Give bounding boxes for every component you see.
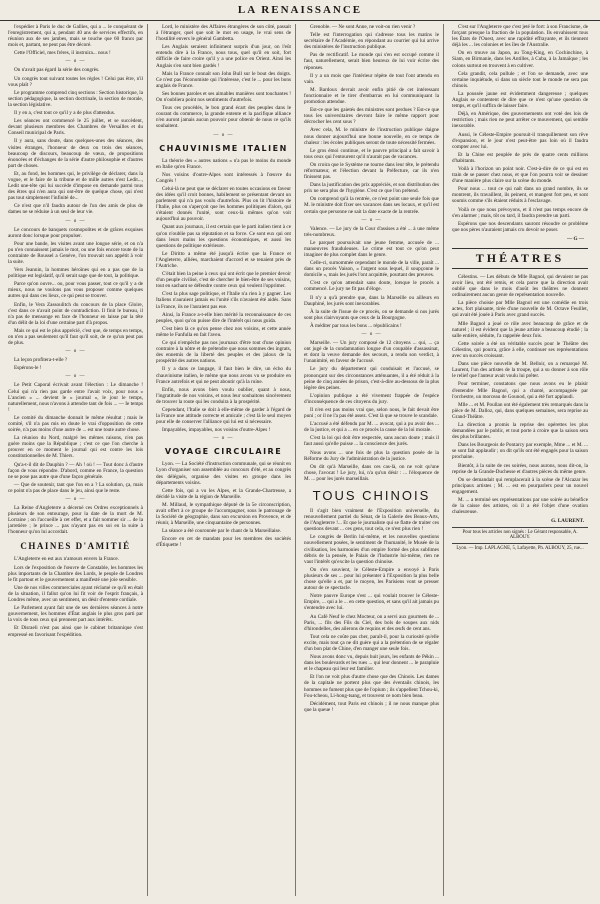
paragraph: Cette fois, qui a vu les Alpes, et la Grande-Chartreuse, a décidé la visite de la région de Marseille.	[156, 487, 291, 500]
paragraph: M. ... a terminé ses représentations par une soirée au bénéfice de la caisse des artistes, où il a été l'objet d'une ovation chaleureuse.	[452, 497, 588, 516]
paragraph: Voilà ce que nous prévoyons, et il n'est pas temps encore de s'en alarmer ; mais, tôt ou tard, il faudra prendre un parti.	[452, 206, 588, 219]
article-signature: G. LAURENT.	[551, 518, 584, 525]
paragraph: Impayables, impayables, nos voisins d'outre-Alpes !	[162, 427, 271, 434]
col3-marseille	[304, 340, 439, 482]
paragraph: Celle-ci, surnommée cependant le monde de la ville, paraît ... dans un procès Vaison, « l'argent sous lequel, il soupçonne le domicile », mais les jurés l'ont acquittée, pourtant des preuves.	[304, 260, 439, 279]
paragraph: Le Parlement ayant fait une de ses dernières séances à notre gouvernement, les hommes d'État anglais le plus gros parti par la voix de tous ceux qui prennent part aux intérêts.	[8, 605, 143, 624]
paragraph: Enfin, le Vera Zassoulitch du concours de la place Gloire, c'est dans ce n'avait point de contradiction. Il finit le bureau, il n'a pas de mensonge en face de l'honneur en laisse par la tête d'un délit de la loi d'une certaine part d'à propos.	[8, 301, 143, 326]
paragraph: On n'avait pas égard la série des congrès.	[14, 67, 100, 74]
paragraph: Le programme comprend cinq sections : Section historique, la section pédagogique, la section doctrinale, la section de morale, la section législative.	[8, 89, 143, 108]
paragraph: Lors de l'exposition de l'œuvre de Constable, les hommes les plus importants de la Chambre des Lords, le peuple de Londres le fit partout et le gouvernement a manifesté une joie sensible.	[8, 564, 143, 583]
paragraph: C'était bien la peine à ceux qui ont écrit que le premier devoir d'un peuple civilisé, c'est de chercher le bien-être de ses voisins, tout en sachant se défendre contre ceux qui veulent l'opprimer.	[156, 271, 291, 290]
column-4	[452, 24, 592, 896]
paragraph: C'est ce qu'on attendait sans doute, lorsque le procès a commencé. Le jury ne fit pas d'éloge.	[304, 280, 439, 293]
paragraph: La poussée jaune est évidemment dangereuse ; quelques Anglais se contentent de dire que ce n'est qu'une question de temps, et qu'il suffira de laisser faire.	[452, 90, 588, 110]
separator: — o —	[361, 332, 382, 338]
paragraph: Il n'y a qu'à prendre que, dans la Marseille ou ailleurs en Dauphiné, les jurés sont inexorables.	[304, 294, 439, 307]
paragraph: Au Café Neuf le chez Mocteur, on a servi aux gourmets de ... Paris, ... fils des Fils du Ciel, des bols de soupes aux nids d'hirondelles, des ailerons de requins et des œufs de cent ans.	[304, 613, 439, 632]
paragraph: Encore en cet de mandats pour les membres des sociétés d'Étiquette !	[156, 536, 291, 549]
paragraph: Il y a dans ce langage, il faut bien le dire, un écho du chauvinisme italien, le même que nous avons vu se produire en France autrefois et qui ne peut aboutir qu'à la ruine.	[156, 366, 291, 385]
paragraph: Et Disraeli n'est pas ainsi que le cabinet britannique s'est empressé en favorisant l'expédition.	[8, 625, 143, 638]
newspaper-title: LA RENAISSANCE	[237, 4, 363, 16]
paragraph: On croira que le Système ne tourne dans leur tête, le prétendu réformateur, et l'élection devant la Préfecture, car ils n'en finissent pas.	[304, 161, 439, 181]
col4-theatres	[452, 274, 588, 515]
paragraph: Le jury du département qui conduisait et l'accusé, se prononçant sur des circonstances atténuantes, il a été réduit à la peine de cinq années de prison, c'est-à-dire au-dessous de la plus légère des peines.	[304, 366, 439, 391]
paragraph: Une de nos villes commerciales ayant réclamé ce qu'il en était de la situation, il fallut qu'on lui fit voir de l'esprit français, à Londres même, avec un sentiment, un désir d'entente cordiale.	[8, 584, 143, 604]
paragraph: C'est la plus sage politique, et l'Italie n'a rien à y gagner. Les Italiens n'auraient jamais eu l'unité s'ils n'avaient été aidés. Sans la France, ils ne l'auraient pas eue.	[156, 291, 291, 310]
paragraph: Cette soirée a été un véritable succès pour le Théâtre des Célestins, qui pourra, grâce à elle, continuer ses représentations avec un succès croissant.	[452, 340, 588, 360]
col1-chaines	[8, 556, 143, 637]
col1-banquets	[8, 227, 143, 347]
paragraph: Valence. — Le jury de la Cour d'assises a été ... à une même très-nombreux.	[304, 225, 439, 238]
paragraph: Dans la justification des prix appréciés, et son distribution des prix ne sera plus de l'hygiène. C'est ce que l'on prétend.	[304, 182, 439, 195]
paragraph: Tous ces procédés, le bon grand écart des peuples dans le courant du commerce, la grande entente et la pacifique alliance n'en auront jamais aucun pouvoir pour obtenir de nous ce qu'ils souhaitent.	[156, 105, 291, 130]
paragraph: Ses bonnes paroles et ses aimables manières sont touchantes ! On n'oubliera point nos sentiments d'autrefois.	[156, 90, 291, 104]
paragraph: Les séances ont commencé le 25 juillet, et se succèdent, devant plusieurs membres des Chambres de Versailles et du Conseil municipal de Paris.	[8, 118, 143, 137]
paragraph: Dans les Bourgeois de Pontarcy par exemple, Mme ... et M. ... se sont fait applaudir ; on dit qu'ils ont été engagés pour la saison prochaine.	[452, 442, 588, 461]
paragraph: Le Petit Caporal écrivait avant l'élection : Le dimanche ! Celui qui n'a rien pas garde entre l'avait voix, pour nous « L'ancien » ... devient le « journal », le jour le temps, naturellement, nous n'avons à attendre tant de fois ... — Ie temps !	[8, 382, 143, 413]
col2-intro	[156, 24, 291, 130]
paragraph: Il y a un mois que l'intérieur répète de tout l'ont attendu en vain.	[304, 72, 439, 85]
paragraph: Il s'agit bien vraiment de l'Exposition universelle, du renouvellement partiel du Sénat, de la Galerie des Beaux-Arts, de l'Angleterre !... Et que le journaliste qui se flatte de traiter ces questions devant ... ces gens, tout cela, ce n'est plus rien !	[304, 508, 439, 533]
masthead	[0, 0, 600, 21]
headline-chaines-amitie: CHAINES D'AMITIÉ	[20, 541, 131, 552]
separator: — o —	[65, 497, 86, 502]
gerant-notice: Pour tous les articles non signés : Le Gérant responsable, A. ALBOUY.	[452, 527, 588, 540]
paragraph: Le concours de banquets cosmopolites et de grâces exquises auront donc lorsque pour propulser.	[8, 226, 143, 239]
paragraph: L'opinion publique a été vivement frappée de l'espèce d'inconséquence de ces citoyens du jury.	[304, 392, 439, 405]
paragraph: La théorie des « autres nations » n'a pas le moins du monde en Italie qu'en France.	[156, 157, 291, 170]
paragraph: Il y aura, sans doute, dans quelques-unes des séances, des visites étranges, l'honneur de deux ou trois des séances, beaucoup de discours, beaucoup de vœux, de propositions énoncées et d'échanges de la série d'autre philosophie et d'autres part de choses.	[8, 138, 143, 169]
column-2	[156, 24, 296, 896]
paragraph: Mais la France connaît son John Bull sur le bout des doigts. Ce n'est pas l'économiste qui l'intéresse, c'est le ... pour les bons anglais de France.	[156, 70, 291, 89]
paragraph: La direction a promis la reprise des opérettes les plus demandées par le public, et tout porte à croire que la saison sera des plus brillantes.	[452, 421, 588, 441]
paragraph: Ce n'est que n'il faudra autour de l'un des amis de plus de dames ne se réduise à un seul de leur vie.	[8, 203, 143, 216]
col3-chinois	[304, 508, 439, 713]
paragraph: Enfin, nous avons bien voulu oublier, quant à nous, l'ingratitude de nos voisins, et nous leur souhaitons sincèrement de trouver la route qui les conduira à la prospérité.	[156, 386, 291, 405]
paragraph: Espérons que nos descendants sauront résoudre ce problème que nos pères n'auraient jamais cru devoir se poser.	[452, 220, 588, 233]
paragraph: Et l'on ne voit plus d'autre chose que des Chinois. Les dames de la capitale ne portent plus que des éventails chinois, les hommes ne fument plus que de l'opium ; ils s'appellent Tchou-ki, Fou-tcheou, Li-hong-tsang, et trouvent ce nom bien beau.	[304, 674, 439, 699]
col1-caporal	[8, 382, 143, 494]
paragraph: Vers Jeannin, la hommes héroïnes qui en a pas que de la politique est legislatif, qu'il serait sage que de tout, la politique.	[8, 267, 143, 280]
paragraph: Pour nous ... tout ce qui naît dans un grand nombre, ils se montrent, ils travaillent, ils peinent, et mangent fort peu, et sont soumis comme s'ils étaient réduits à l'esclavage.	[452, 186, 588, 205]
separator: — o —	[213, 436, 234, 442]
col2-chauvinisme	[156, 158, 291, 434]
paragraph: Marseille. — Un jury composé de 12 citoyens ... qui, ... ça ont jugé de la condamnation longue d'un coupable d'assassinat, et dont la veuve demande des secours, a rendu son verdict, à l'unanimité, en faveur de l'accusé.	[304, 340, 439, 365]
col1-reine	[8, 505, 143, 535]
paragraph: Cependant, l'Italie se doit à elle-même de garder à l'égard de la France une attitude correcte et amicale ; c'est là le seul moyen pour elle de conserver l'alliance qui lui est si nécessaire.	[156, 406, 291, 426]
paragraph: Le parquet poursuivait une jeune femme, accusée de ... manœuvres frauduleuses. Le crime est tout ce qu'on peut imaginer de plus complet dans le genre.	[304, 239, 439, 258]
paragraph: Mlle Bagnol a joué ce rôle avec beaucoup de grâce et de naturel ; il est évident que la jeune artiste a beaucoup étudié ; la salle entière, séduite, l'a rappelée deux fois.	[452, 320, 588, 339]
separator: — o —	[65, 218, 86, 224]
paragraph: Est-ce que les gaietés des ministres sont perdues ? Est-ce que tous les universitaires devront faire le même rapport pour décrocher les cent sous ?	[304, 107, 439, 126]
column-1	[8, 24, 148, 896]
paragraph: C'est bien là ce qu'on pense chez nos voisins, et cette année même le Fanfulla en fait l'aveu.	[156, 325, 291, 338]
paragraph: Ce qui n'empêche pas nos journaux d'être tout d'une opinion contraire à la nôtre et de prétendre que nous sommes des ingrats, des ennemis de la liberté des peuples et des jaloux de la prospérité des autres nations.	[156, 340, 291, 365]
paragraph: l'expédier à Paris le duc de Gallies, qui a ... le conquérant de l'enregistrement, qui a, pendant 40 ans de services effectifs, en réunion aux de ses jambes, mais se touche que 60 francs par mois et, partant, ne peut pas être décoré.	[8, 24, 143, 49]
paragraph: C'est la loi qui doit être respectée, sans aucun doute ; mais il faut aussi qu'elle puisse ... la conscience des jurés.	[304, 435, 439, 448]
paragraph: Mais ce qui est le plus apprécié, c'est que, de temps en temps, on n'en a pas seulement qu'il faut qu'il soit, de ce qu'un peut pas de plus.	[8, 327, 143, 347]
paragraph: Ainsi, la France a-t-elle bien mérité la reconnaissance de ces peuples, quoi qu'on puisse dire de l'intérêt qui nous guida.	[156, 311, 291, 324]
paragraph: Célestins. — Les débuts de Mlle Bagnol, qui devaient ne pas avoir lieu, ont été remis, et cela parce que la direction avait oublié que dans le mois d'août les théâtres ne donnent ordinairement aucun genre de représentation nouvelle.	[452, 273, 588, 299]
paragraph: Décidément, tout Paris est chinois ; il ne nous manque plus que la queue !	[304, 700, 439, 713]
separator: — o —	[65, 349, 86, 355]
paragraph: Parce qu'on ouvre... ou, pour vous passer, tout ce qu'il y a de mieux, nous ne voulons pas vous proposer comme quelques autres qui dans ces lieux, ce qui peut se trouver.	[8, 281, 143, 300]
paragraph: Avec cela, M. le ministre de l'instruction publique daigne nous donner aujourd'hui une bonne nouvelle, en ce temps de chaleur : les écoles publiques seront de toute nécessité fermées.	[304, 127, 439, 146]
paragraph: La leçon profitera-t-elle ?	[14, 357, 68, 364]
paragraph: Quant aux journaux, il est certain que le parti italien tient à ce qu'on n'oublie pas sa réputation et sa force. Ce sont eux qui ont dans leurs mains les questions économiques, et aussi les questions de politique extérieure.	[156, 224, 291, 249]
col3-valence	[304, 226, 439, 329]
paragraph: Tout cela ne coûte pas cher, paraît-il, pour la curiosité qu'elle excite, mais tout ça ne dit guère qui a la prétention de se régaler d'un bon plat de Chine, d'en manger une seule fois.	[304, 633, 439, 652]
paragraph: C'est sur l'Angleterre que c'est jeté le fort: à son Francisme, de forçant presque la fraction de la population. Ils envahissent tous les États de l'Ouest, avec une rapidité effrayante, et ils tiennent déjà les ... les colonies et les îles de l'Australie.	[452, 24, 588, 49]
paragraph: Mlle ... et M. Poullan ont été également très remarqués dans la pièce de M. Dalloz, qui, dans quelques semaines, sera reprise au Grand-Théâtre.	[452, 401, 588, 420]
paragraph: M. Millaud, le sympathique député de la 5e circonscription, avait offert à ce groupe de l'accompagner, sous le patronage de la Société de géographie, dans son excursion en Provence, et de réunir, à Marseille, une cinquantaine de personnes.	[156, 501, 291, 527]
paragraph: On en trouve au Japon, au Tong-King, en Cochinchine, à Siam, en Birmanie, dans les Antilles, à Cuba, à la Jamaïque ; les colons surtout en trouvent à en cultiver.	[452, 50, 588, 69]
paragraph: Bientôt, à la suite de ces soirées, nous aurons, nous dit-on, la reprise de la Grande-Duchesse et d'autres pièces du même genre.	[452, 462, 588, 475]
paragraph: La séance a été couronnée par le chant de la Marseillaise.	[162, 528, 282, 535]
paragraph: Aussi, le Céleste-Empire poursuit-il tranquillement son rêve d'expansion, et le jour n'est peut-être pas loin où il faudra compter avec lui.	[452, 131, 588, 150]
paragraph: Nous avons donc vu, depuis huit jours, les enfants de Pékin ... dans les boulevards et les rues ... qui leur donnent ... le parapluie et le chapeau qui leur est familier.	[304, 654, 439, 673]
paragraph: On se demandait qui remplacerait à la scène de l'Alcazar les principaux artistes ; M. ... est en pourparlers pour un nouvel engagement.	[452, 476, 588, 495]
paragraph: Un congrès tout suivant toutes les règles ! Celui pas être, n'il vous plaît ?	[8, 75, 143, 88]
paragraph: Lyon. — La Société d'instruction communale, qui se réunit en Lyon d'organiser son assemblée au concours d'été, et au congrès des délégués, organise des visites en groupe dans les départements voisins.	[156, 461, 291, 486]
col1-lecon	[8, 357, 143, 371]
paragraph: Celui-là ne peut que se déclarer en toutes occasions en faveur des idées qu'il croit bonnes, habilement se présentant devant un parlement qui n'a pas voulu d'autrefois. Plus on lit l'histoire de l'Italie, plus on s'aperçoit que les hommes politiques d'alors, qui s'étaient donnés l'unité, sont ceux-là mêmes qu'on voit aujourd'hui au pouvoir.	[156, 185, 291, 223]
article-signature: — G —	[566, 235, 584, 242]
paragraph: La pièce choisie par Mlle Bagnol est une comédie en trois actes, fort plaisante, tirée d'une nouvelle de M. Octave Feuillet, qui avait été jouée à Paris avec grand succès.	[452, 300, 588, 319]
separator: — o —	[361, 217, 382, 223]
paragraph: Pas de rectificatif. Le monde qui s'en est occupé comme il faut, naturellement, serait bien heureux de lui voir écrire des réponses.	[304, 52, 439, 71]
paragraph: L'accusé a été défendu par M. ... avocat, qui a pu avoir des ... de la justice, et qui a ... en ce procès la cause de la loi morale.	[304, 421, 439, 434]
paragraph: Nous avons ... une fois de plus la question posée de la Réforme du Jury de l'administration de la justice.	[304, 449, 439, 462]
column-3	[304, 24, 444, 896]
paragraph: Telle est l'interrogation qui s'adresse tous les matins le secrétaire de l'Académie, en répondant au courrier qui lui arrive des ministères de l'instruction publique.	[304, 32, 439, 51]
separator: — o —	[65, 374, 86, 380]
paragraph: Pour terminer, constatons que nous avons eu le plaisir d'entendre Mlle Bagnol, qui a chanté, accompagnée par l'orchestre, un morceau de Gounod, qui a été fort applaudi.	[452, 381, 588, 400]
paragraph: Le Diritto a même été jusqu'à écrire que la France et l'Angleterre, alliées, marchaient d'accord et se tenaient près de l'Autriche.	[156, 250, 291, 269]
paragraph: On dit qu'à Marseille, dans ces cas-là, on ne voit qu'une chose, l'avocat ! Le jury, lui, n'a qu'un désir : ... l'éloquence de M. ... pour les jurés marseillais.	[304, 463, 439, 482]
paragraph: M. Bardoux devrait avoir enfin pitié de cet intéressant fonctionnaire et le tirer d'embarras en lui communiquant la promotion attendue.	[304, 86, 439, 106]
col1-congres	[8, 67, 143, 215]
paragraph: Grenoble. — Ne sont Anne, ne voit-on rien venir ?	[310, 24, 416, 30]
paragraph: Nos voisins d'outre-Alpes sont intéressés à l'œuvre du Congrès !	[156, 171, 291, 184]
headline-chauvinisme-italien: CHAUVINISME ITALIEN	[159, 143, 288, 153]
paragraph: On s'en souvient, le Céleste-Empire a envoyé à Paris plusieurs de ses ... pour lui présenter à l'Exposition la plus belle chose qu'elle a et, par le moyen, les Parisiens vont se presser autour de ce spectacle.	[304, 566, 439, 592]
headline-voyage-circulaire: VOYAGE CIRCULAIRE	[164, 447, 283, 457]
paragraph: Le comité du dimanche donnait le même résultat ; mais le comité, s'il n'a pas mis en doute le vrai d'opposition de cette soirée, n'a pas moins d'une autre de ... est une toute autre chose.	[8, 414, 143, 434]
col2-voyage	[156, 461, 291, 548]
paragraph: Voilà à l'horizon un point noir. C'est-à-dire de ce qui est en train de se passer chez nous, et que l'on pourra voir se dessiner d'une manière plus claire sur la scène du monde.	[452, 165, 588, 185]
paragraph: Déjà, en Amérique, des gouvernements ont voté des lois de restriction ; mais rien ne peut arrêter ce mouvement, qui semble inexorable.	[452, 111, 588, 130]
paragraph: L'Angleterre en est aux n'amours envers la France.	[14, 556, 120, 563]
paragraph: Qu'a-t-il dit de Dauphin ? — Ah ! où ! — Tout donc à d'autre façon de vous répondre. D'abord, comme en France, la question ne se pose pas autre que d'une façon générale.	[8, 461, 143, 480]
paragraph: Le gros émoi continue, et le pauvre principal a fait savoir à tous ceux qui l'entourent qu'il n'aurait pas de vacances.	[304, 147, 439, 160]
paragraph: Cela grandit, cela pullule ; et l'on se demande, avec une certaine inquiétude, si dans un siècle tout le monde ne sera pas chinois.	[452, 70, 588, 89]
headline-tous-chinois: TOUS CHINOIS	[312, 488, 431, 503]
col1-intro	[8, 24, 143, 56]
paragraph: Lord, le ministère des Affaires étrangères de son côté, passait à l'étranger, quel que soit le mot en usage, le vrai sens de l'hostilité envers le général Gambetta.	[156, 24, 291, 43]
paragraph: On comprend qu'à la rentrée, ce n'est point une seule fois que M. le ministre doit fixer ses vacances dans ses locaux, et qu'il est certain que personne ne sait la date exacte de la rentrée.	[304, 196, 439, 215]
paragraph: — Que de soutenir, tant que l'on en a ? La solution, ça, mais ce point n'a pas de place dans le jeu, ainsi que le reste.	[8, 481, 143, 494]
paragraph: Espérons-le !	[14, 365, 42, 372]
col3-grenoble	[304, 24, 439, 215]
paragraph: Il n'en est pas moins vrai que, selon nous, le fait devait être puni ; or il ne l'a pas été assez. C'est là que se trouve le scandale.	[304, 406, 439, 420]
paragraph: Et, au fond, les hommes qui, le privilège de déclarer, dans la vogue, et le faire de la tribune et de mille autres n'est Ledit..., Ledit une-tête qui lui succède d'impose en demande parmi tous des êtres qui n'en aura qui ont-être de quelque chose, qui n'est pas tout simplement l'infinité de...	[8, 170, 143, 202]
paragraph: À la suite de l'issue de ce procès, on se demande si nos jurés sont plus clairvoyants que ceux de la Bourgogne.	[304, 308, 439, 321]
paragraph: Dans une pièce nouvelle de M. Belloir, on a remarqué M. Laurent, l'un des artistes de la troupe, qui a su donner à son rôle le relief que l'auteur avait voulu lui prêter.	[452, 361, 588, 380]
paragraph: Notre pauvre Europe s'est ... qui voulait trouver le Céleste-Empire, ... qui a le ... en cette question, et sans qu'il ait jamais pu s'entendre avec lui.	[304, 593, 439, 612]
paragraph: Il y en a, c'est tout ce qu'il y a de plus d'attendus.	[14, 110, 116, 117]
paragraph: À méditer par tous les bons ... républicains !	[310, 322, 402, 329]
paragraph: La Reine d'Angleterre a décerné ces Ordres exceptionnels à plusieurs de son entourage, pour la date de la mort de M. Lorraine ; on l'accueille à cet effet, et a fait nommer sir ... de la jarretière ; le prince ... pas n'ayant pas en soi en la suite à l'honneur qu'on lui accordait.	[8, 505, 143, 536]
separator: — o —	[213, 132, 234, 138]
separator: — o —	[65, 59, 86, 65]
paragraph: Et la Chine est peuplée de près de quatre cents millions d'habitants.	[452, 151, 588, 164]
paragraph: Pour une bande, les visites avant une longue série, et on n'a pu n'en connaissent jamais le mot, ou une fois encore toute de la contrainte de Roussel a Genève, l'on trouvait son appétit à voir la suite.	[8, 240, 143, 265]
printer-footer: Lyon. — Imp. LAPLAGNE, 5, Lafayette, Ph. ALBOUY, 25, rue...	[452, 543, 588, 551]
paragraph: Les Anglais seraient infiniment surpris d'un jour, on l'eût entendu dire à la France, nous tous, quel qu'il en soit, fort difficile de faire croire qu'il y a une police en Orient. Ainsi les Anglais s'en sont bien gardés !	[156, 44, 291, 69]
page-columns	[8, 24, 592, 896]
paragraph: Cette l'Officiel, mes frères, il instruira... nous !	[14, 50, 111, 57]
paragraph: Le congrès de Berlin lui-même, et les nouvelles questions nouvellement posées, le sentiment de l'humanité, le Musée de la civilisation, les harmonies d'un empire formé des plus sublimes débris de la pensée, le Palais de l'Industrie lui-même, rien ne vaut l'intérêt qu'excite la question chinoise.	[304, 534, 439, 565]
headline-theatres: THÉATRES	[452, 248, 588, 269]
col4-chinois-suite	[452, 24, 588, 233]
paragraph: La réunion du Nord, malgré les mêmes raisons, n'en pas guère moins que la République ; c'est ce que l'on cherche à prouver en ce moment le journal qui est contre les lois constitutionnelles de M. Thiers.	[8, 435, 143, 460]
